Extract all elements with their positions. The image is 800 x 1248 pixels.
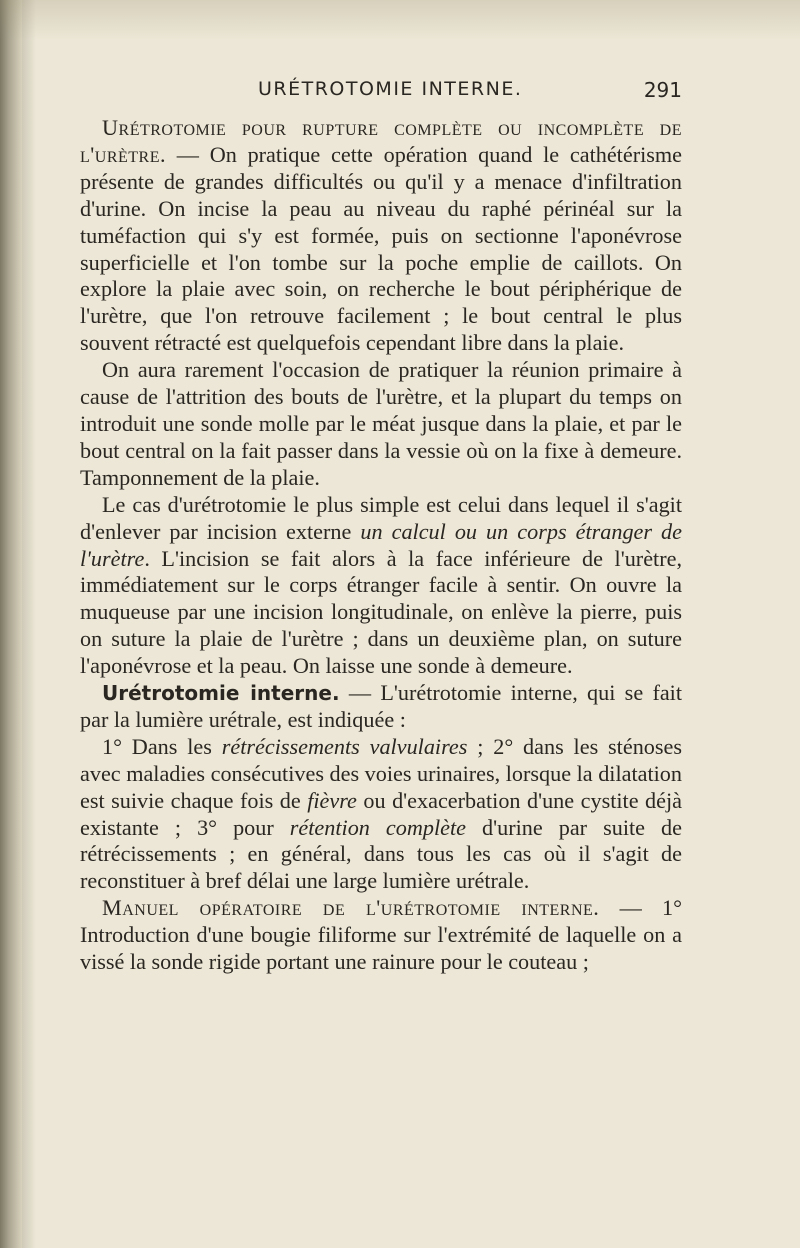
- paragraph-indications: 1° Dans les rétrécissements valvulaires ; 2° dans les sténoses avec maladies consécutives des voies urinaires, lorsque la dilatation est suivie chaque fois de fièvre ou d'exacerbation d'une cystite déjà existante ; 3° pour rétention complète d'urine par suite de rétrécissements ; en général, dans tous les cas où il s'agit de reconstituer à bref délai une large lumière urétrale.: [80, 733, 682, 894]
- italic-phrase: rétention complète: [289, 814, 466, 840]
- section-heading-rupture: Urétrotomie pour rupture complète ou incomplète de l'urètre.: [80, 115, 682, 167]
- italic-phrase: rétrécissements valvulaires: [221, 733, 468, 759]
- paragraph-rupture: Urétrotomie pour rupture complète ou incomplète de l'urètre. — On pratique cette opération quand le cathétérisme présente de grandes difficultés ou qu'il y a menace d'infiltration d'urine. On incise la peau au niveau du raphé périnéal sur la tuméfaction qui s'y est formée, puis on sectionne l'aponévrose superficielle et l'on tombe sur la poche emplie de caillots. On explore la plaie avec soin, on recherche le bout périphérique de l'urètre, que l'on retrouve facilement ; le bout central le plus souvent rétracté est quelquefois cependant libre dans la plaie.: [80, 115, 682, 356]
- paragraph-reunion: On aura rarement l'occasion de pratiquer la réunion primaire à cause de l'attrition des bouts de l'urètre, et la plupart du temps on introduit une sonde molle par le méat jusque dans la plaie, et par le bout central on la fait passer dans la vessie où on la fixe à demeure. Tamponnement de la plaie.: [80, 357, 682, 490]
- running-header: [80, 78, 682, 108]
- paragraph-manuel: Manuel opératoire de l'urétrotomie interne. — 1° Introduction d'une bougie filiforme sur l'extrémité de laquelle on a vissé la sonde rigide portant une rainure pour le couteau ;: [80, 895, 683, 975]
- section-heading-manuel: Manuel opératoire de l'urétrotomie interne.: [102, 895, 600, 921]
- running-title: URÉTROTOMIE INTERNE.: [258, 78, 523, 100]
- paragraph-calcul: Le cas d'urétrotomie le plus simple est celui dans lequel il s'agit d'enlever par incision externe un calcul ou un corps étranger de l'urètre. L'incision se fait alors à la face inférieure de l'urètre, immédiatement sur le corps étranger facile à sentir. On ouvre la muqueuse par une incision longitudinale, on enlève la pierre, puis on suture la plaie de l'urètre ; dans un deuxième plan, on suture l'aponévrose et la peau. On laisse une sonde à demeure.: [80, 491, 682, 679]
- italic-phrase: un calcul ou un corps étranger de l'urètre: [80, 518, 682, 571]
- section-heading-interne: Urétrotomie interne.: [102, 681, 340, 706]
- paragraph-interne: Urétrotomie interne. — L'urétrotomie interne, qui se fait par la lumière urétrale, est indiquée :: [80, 680, 683, 732]
- page-gutter-gradient: [22, 0, 36, 1248]
- page-gutter-shadow: [0, 0, 22, 1248]
- italic-phrase: fièvre: [307, 787, 357, 813]
- page-number: 291: [643, 78, 682, 102]
- body-text: [80, 115, 682, 976]
- page-top-shadow: [0, 0, 800, 40]
